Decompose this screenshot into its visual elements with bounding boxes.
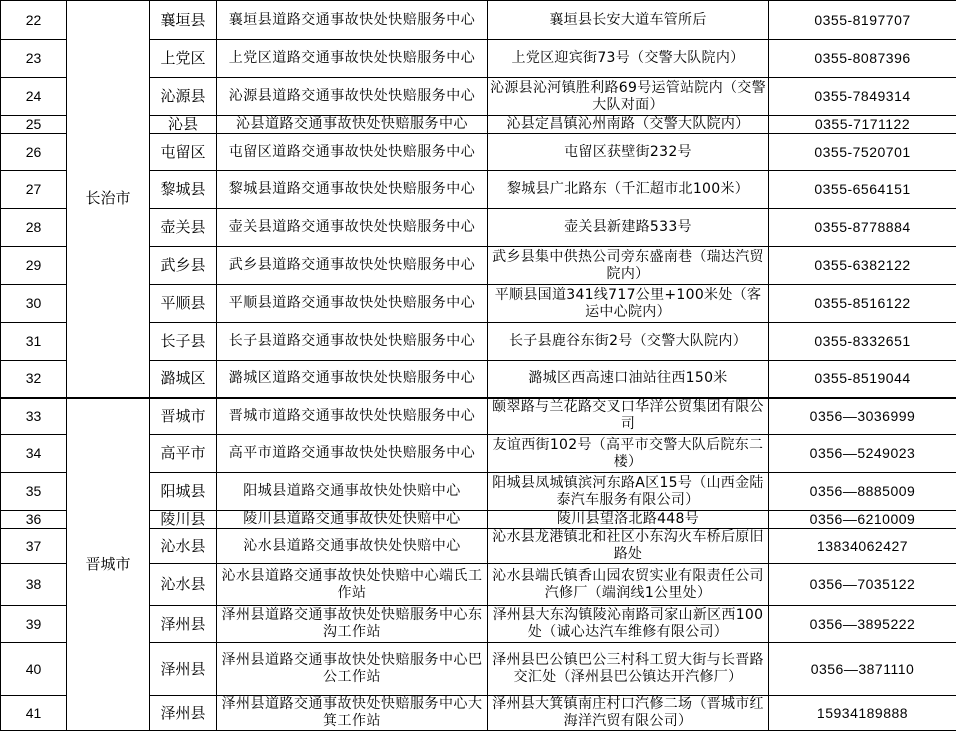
phone-cell: 0355-7171122 [769, 116, 956, 134]
row-number: 28 [1, 209, 67, 247]
county-cell: 沁水县 [150, 529, 217, 564]
address-cell: 泽州县巴公镇巴公三村科工贸大街与长晋路交汇处（泽州县巴公镇达开汽修厂） [488, 643, 769, 696]
phone-cell: 0355-6382122 [769, 247, 956, 285]
service-center-cell: 陵川县道路交通事故快处快赔中心 [217, 511, 488, 529]
phone-cell: 0356—6210009 [769, 511, 956, 529]
service-center-cell: 潞城区道路交通事故快处快赔服务中心 [217, 361, 488, 398]
service-center-cell: 长子县道路交通事故快处快赔服务中心 [217, 323, 488, 361]
table-row [1, 398, 956, 435]
address-cell: 沁源县沁河镇胜利路69号运管站院内（交警大队对面） [488, 78, 769, 116]
row-number: 39 [1, 606, 67, 643]
address-cell: 襄垣县长安大道车管所后 [488, 1, 769, 40]
address-cell: 颐翠路与兰花路交叉口华洋公贸集团有限公司 [488, 398, 769, 435]
phone-cell: 13834062427 [769, 529, 956, 564]
address-cell: 沁水县端氏镇香山园农贸实业有限责任公司汽修厂（端润线1公里处） [488, 564, 769, 606]
service-center-cell: 平顺县道路交通事故快处快赔服务中心 [217, 285, 488, 323]
county-cell: 泽州县 [150, 606, 217, 643]
county-cell: 陵川县 [150, 511, 217, 529]
city-cell: 长治市 [67, 1, 150, 398]
county-cell: 沁源县 [150, 78, 217, 116]
county-cell: 晋城市 [150, 398, 217, 435]
county-cell: 武乡县 [150, 247, 217, 285]
county-cell: 黎城县 [150, 171, 217, 209]
phone-cell: 0355-6564151 [769, 171, 956, 209]
row-number: 34 [1, 435, 67, 473]
address-cell: 武乡县集中供热公司旁东盛南巷（瑞达汽贸院内） [488, 247, 769, 285]
phone-cell: 0356—5249023 [769, 435, 956, 473]
row-number: 29 [1, 247, 67, 285]
phone-cell: 0355-8519044 [769, 361, 956, 398]
address-cell: 壶关县新建路533号 [488, 209, 769, 247]
city-cell: 晋城市 [67, 398, 150, 731]
phone-cell: 0355-8087396 [769, 40, 956, 78]
service-center-cell: 黎城县道路交通事故快处快赔服务中心 [217, 171, 488, 209]
county-cell: 沁县 [150, 116, 217, 134]
service-center-cell: 泽州县道路交通事故快处快赔服务中心巴公工作站 [217, 643, 488, 696]
county-cell: 屯留区 [150, 134, 217, 171]
row-number: 38 [1, 564, 67, 606]
county-cell: 泽州县 [150, 696, 217, 731]
row-number: 37 [1, 529, 67, 564]
phone-cell: 0355-8778884 [769, 209, 956, 247]
address-cell: 阳城县凤城镇滨河东路A区15号（山西金陆泰汽车服务有限公司） [488, 473, 769, 511]
phone-cell: 0355-8516122 [769, 285, 956, 323]
row-number: 33 [1, 398, 67, 435]
service-center-cell: 沁源县道路交通事故快处快赔服务中心 [217, 78, 488, 116]
phone-cell: 0355-8332651 [769, 323, 956, 361]
county-cell: 上党区 [150, 40, 217, 78]
address-cell: 泽州县大箕镇南庄村口汽修二场（晋城市红海洋汽贸有限公司） [488, 696, 769, 731]
county-cell: 泽州县 [150, 643, 217, 696]
phone-cell: 0356—8885009 [769, 473, 956, 511]
address-cell: 沁水县龙港镇北和社区小东沟火车桥后原旧路处 [488, 529, 769, 564]
row-number: 26 [1, 134, 67, 171]
address-cell: 友谊西街102号（高平市交警大队后院东二楼） [488, 435, 769, 473]
service-center-cell: 阳城县道路交通事故快处快赔中心 [217, 473, 488, 511]
phone-cell: 0356—3036999 [769, 398, 956, 435]
county-cell: 长子县 [150, 323, 217, 361]
address-cell: 长子县鹿谷东街2号（交警大队院内） [488, 323, 769, 361]
phone-cell: 0355-7520701 [769, 134, 956, 171]
county-cell: 阳城县 [150, 473, 217, 511]
service-center-cell: 壶关县道路交通事故快处快赔服务中心 [217, 209, 488, 247]
county-cell: 高平市 [150, 435, 217, 473]
phone-cell: 0356—3871110 [769, 643, 956, 696]
row-number: 25 [1, 116, 67, 134]
row-number: 35 [1, 473, 67, 511]
row-number: 31 [1, 323, 67, 361]
service-center-cell: 沁水县道路交通事故快处快赔中心 [217, 529, 488, 564]
service-center-cell: 沁水县道路交通事故快处快赔中心端氏工作站 [217, 564, 488, 606]
row-number: 23 [1, 40, 67, 78]
service-center-cell: 泽州县道路交通事故快处快赔服务中心东沟工作站 [217, 606, 488, 643]
address-cell: 沁县定昌镇沁州南路（交警大队院内） [488, 116, 769, 134]
address-cell: 黎城县广北路东（千汇超市北100米） [488, 171, 769, 209]
service-center-cell: 高平市道路交通事故快处快赔服务中心 [217, 435, 488, 473]
address-cell: 泽州县大东沟镇陵沁南路司家山新区西100处（诚心达汽车维修有限公司） [488, 606, 769, 643]
address-cell: 陵川县望洛北路448号 [488, 511, 769, 529]
county-cell: 壶关县 [150, 209, 217, 247]
address-cell: 屯留区获壁街232号 [488, 134, 769, 171]
table-row [1, 1, 956, 40]
phone-cell: 0356—7035122 [769, 564, 956, 606]
county-cell: 平顺县 [150, 285, 217, 323]
service-center-cell: 屯留区道路交通事故快处快赔服务中心 [217, 134, 488, 171]
service-center-cell: 襄垣县道路交通事故快处快赔服务中心 [217, 1, 488, 40]
row-number: 30 [1, 285, 67, 323]
address-cell: 潞城区西高速口油站往西150米 [488, 361, 769, 398]
phone-cell: 15934189888 [769, 696, 956, 731]
service-center-cell: 沁县道路交通事故快处快赔服务中心 [217, 116, 488, 134]
phone-cell: 0355-7849314 [769, 78, 956, 116]
row-number: 22 [1, 1, 67, 40]
service-center-cell: 上党区道路交通事故快处快赔服务中心 [217, 40, 488, 78]
county-cell: 沁水县 [150, 564, 217, 606]
row-number: 36 [1, 511, 67, 529]
phone-cell: 0355-8197707 [769, 1, 956, 40]
phone-cell: 0356—3895222 [769, 606, 956, 643]
county-cell: 潞城区 [150, 361, 217, 398]
service-center-cell: 晋城市道路交通事故快处快赔服务中心 [217, 398, 488, 435]
service-center-cell: 泽州县道路交通事故快处快赔服务中心大箕工作站 [217, 696, 488, 731]
county-cell: 襄垣县 [150, 1, 217, 40]
row-number: 41 [1, 696, 67, 731]
row-number: 24 [1, 78, 67, 116]
address-cell: 上党区迎宾街73号（交警大队院内） [488, 40, 769, 78]
service-center-cell: 武乡县道路交通事故快处快赔服务中心 [217, 247, 488, 285]
row-number: 27 [1, 171, 67, 209]
address-cell: 平顺县国道341线717公里+100米处（客运中心院内） [488, 285, 769, 323]
row-number: 40 [1, 643, 67, 696]
row-number: 32 [1, 361, 67, 398]
